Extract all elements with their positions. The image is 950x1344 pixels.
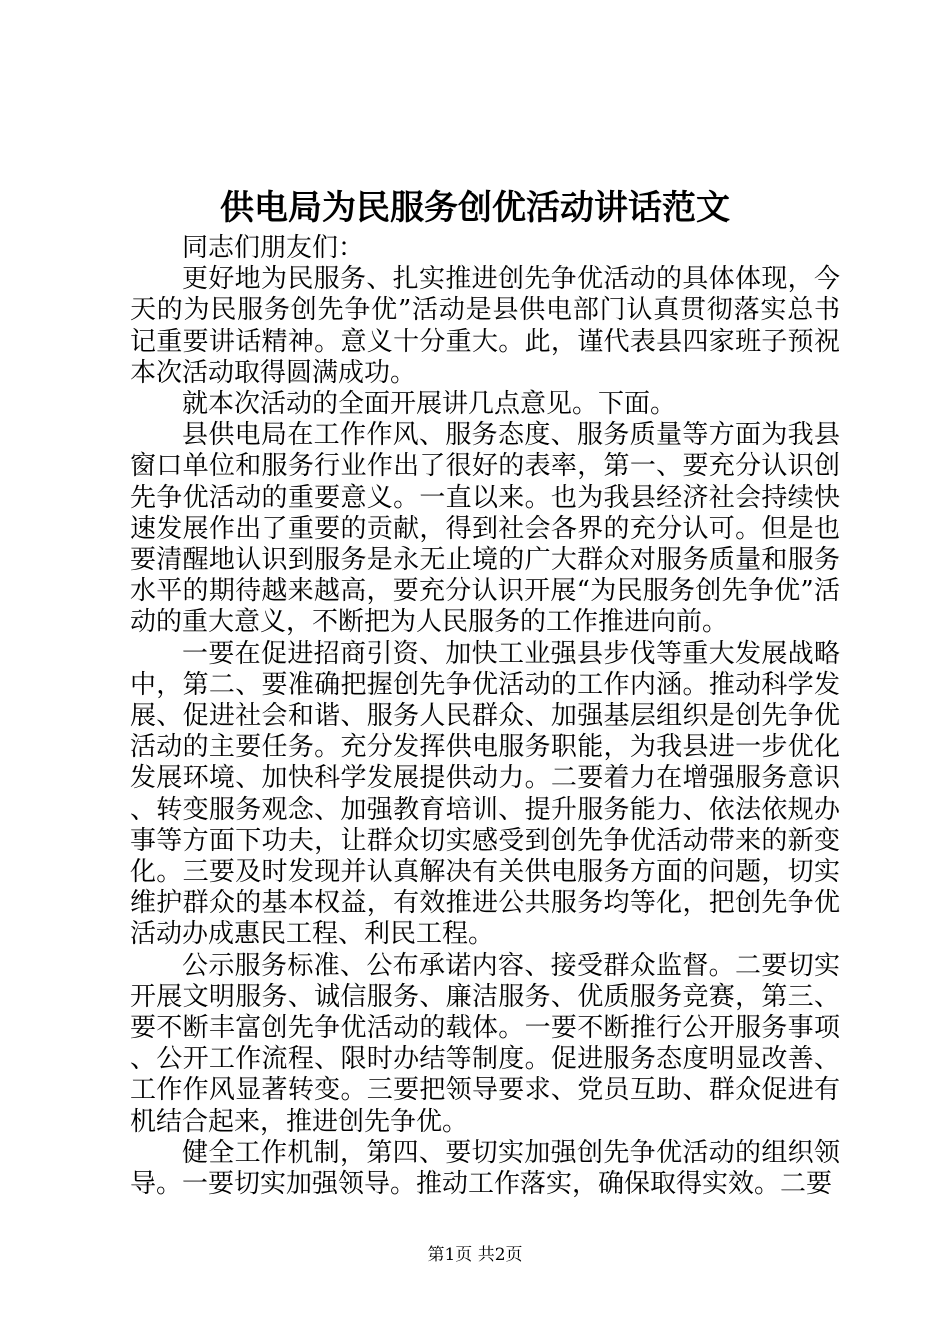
paragraph-greeting: 同志们朋友们： [182,233,365,263]
document-body [130,233,840,1200]
paragraph-6: 健全工作机制，第四、要切实加强创先争优活动的组织领导。一要切实加强领导。推动工作落实，确保取得实效。二要 [130,1137,840,1200]
paragraph-3: 县供电局在工作作风、服务态度、服务质量等方面为我县窗口单位和服务行业作出了很好的表率，第一、要充分认识创先争优活动的重要意义。一直以来。也为我县经济社会持续快速发展作出了重要的贡献，得到社会各界的充分认可。但是也要清醒地认识到服务是永无止境的广大群众对服务质量和服务水平的期待越来越高，要充分认识开展“为民服务创先争优”活动的重大意义，不断把为人民服务的工作推进向前。 [130,420,840,638]
paragraph-2: 就本次活动的全面开展讲几点意见。下面。 [182,389,677,420]
page-title: 供电局为民服务创优活动讲话范文 [220,188,730,228]
paragraph-4: 一要在促进招商引资、加快工业强县步伐等重大发展战略中，第二、要准确把握创先争优活动的工作内涵。推动科学发展、促进社会和谐、服务人民群众、加强基层组织是创先争优活动的主要任务。充分发挥供电服务职能，为我县进一步优化发展环境、加快科学发展提供动力。二要着力在增强服务意识、转变服务观念、加强教育培训、提升服务能力、依法依规办事等方面下功夫，让群众切实感受到创先争优活动带来的新变化。三要及时发现并认真解决有关供电服务方面的问题，切实维护群众的基本权益，有效推进公共服务均等化，把创先争优活动办成惠民工程、利民工程。 [130,638,840,950]
paragraph-5: 公示服务标准、公布承诺内容、接受群众监督。二要切实开展文明服务、诚信服务、廉洁服务、优质服务竞赛，第三、要不断丰富创先争优活动的载体。一要不断推行公开服务事项、公开工作流程、限时办结等制度。促进服务态度明显改善、工作作风显著转变。三要把领导要求、党员互助、群众促进有机结合起来，推进创先争优。 [130,950,840,1137]
paragraph-1: 更好地为民服务、扎实推进创先争优活动的具体体现，今天的为民服务创先争优”活动是县供电部门认真贯彻落实总书记重要讲话精神。意义十分重大。此，谨代表县四家班子预祝本次活动取得圆满成功。 [130,264,840,388]
page-number-footer: 第1页 共2页 [427,1245,523,1265]
